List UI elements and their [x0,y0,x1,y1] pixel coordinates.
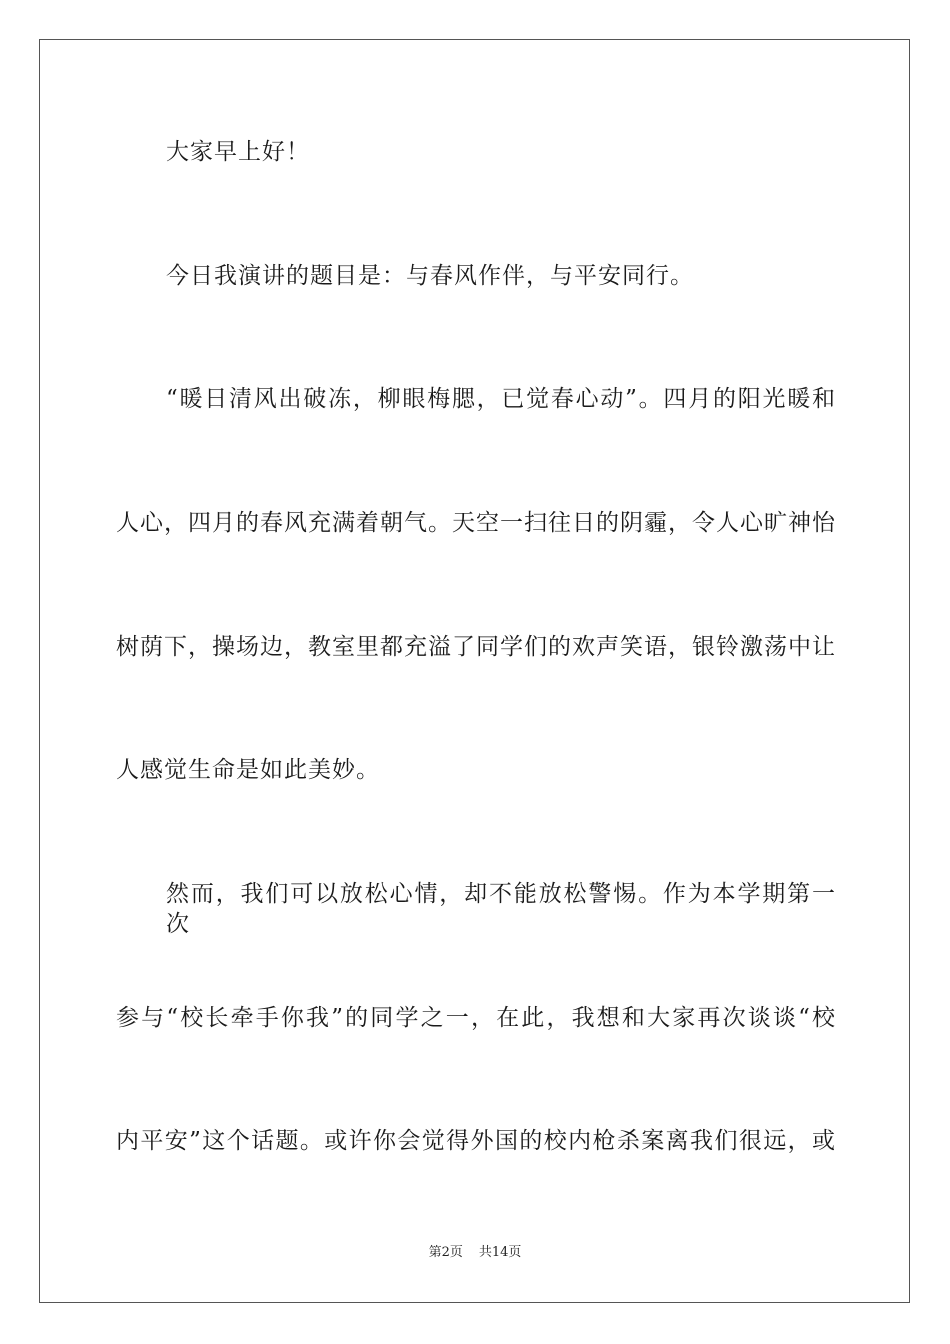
paragraph-line: “暖日清风出破冻，柳眼梅腮，已觉春心动”。四月的阳光暖和 [166,386,836,412]
paragraph-line: 然而，我们可以放松心情，却不能放松警惕。作为本学期第一次 [166,881,836,937]
paragraph-line: 树荫下，操场边，教室里都充溢了同学们的欢声笑语，银铃激荡中让 [116,634,836,660]
page-number: 第2页 [428,1245,463,1260]
paragraph-line: 人感觉生命是如此美妙。 [116,757,380,783]
page-total: 共14页 [478,1245,522,1260]
paragraph-line: 人心，四月的春风充满着朝气。天空一扫往日的阴霾，令人心旷神怡 [116,510,836,536]
greeting-line: 大家早上好！ [166,139,310,165]
page-footer [0,1245,950,1261]
topic-line: 今日我演讲的题目是：与春风作伴，与平安同行。 [166,263,694,289]
paragraph-line: 参与“校长牵手你我”的同学之一，在此，我想和大家再次谈谈“校 [116,1005,836,1031]
page-border [39,39,910,1303]
paragraph-line: 内平安”这个话题。或许你会觉得外国的校内枪杀案离我们很远，或 [116,1128,836,1154]
